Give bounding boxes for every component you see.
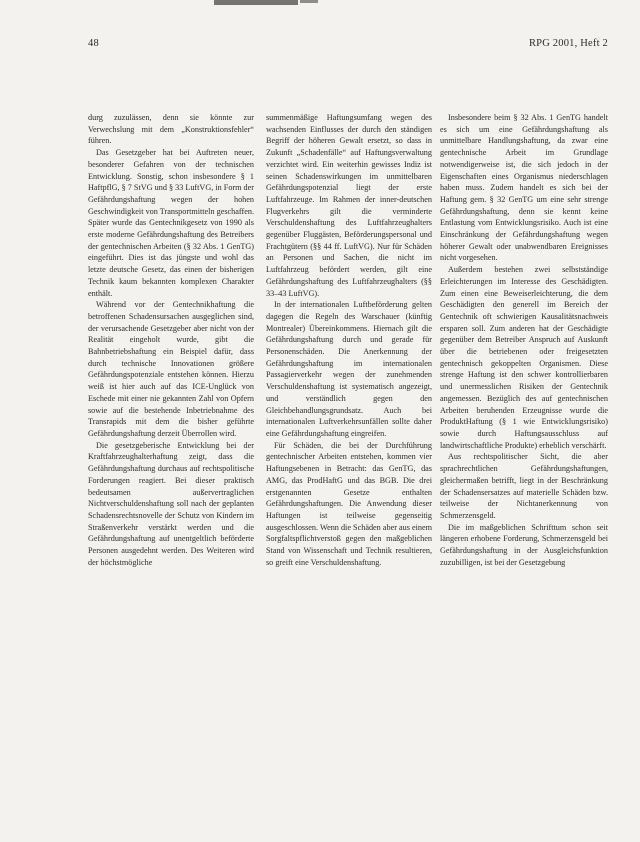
scan-artifact-top — [214, 0, 298, 5]
journal-reference: RPG 2001, Heft 2 — [528, 38, 608, 49]
paragraph: Das Gesetzgeber hat bei Auftreten neuer, besonderer Gefahren von der technischen Entwicklung. Sonstig, schon insbesondere § 1 HaftpflG, § 7 StVG und § 33 LuftVG, in Form der Gefährdungshaftung wegen der hohen Geschwindigkeit von Transportmitteln geschaffen. Später wurde das Gentechnikgesetz von 1990 als erste moderne Gefährdungshaftung des Betreibers der gentechnischen Arbeiten (§ 32 Abs. 1 GenTG) eingeführt. Dies ist das jüngste und wohl das letzte deutsche Gesetz, das einen der bisherigen Technik kaum bekannten komplexen Charakter enthält. — [88, 148, 255, 298]
text-column-1 — [88, 112, 254, 568]
paragraph: Die im maßgeblichen Schrifttum schon seit längeren erhobene Forderung, Schmerzensgeld bei Gefährdungshaftung in der Ausgleichsfunktion zuzubilligen, ist bei der Gesetzgebung — [440, 522, 608, 567]
paragraph: In der internationalen Luftbeförderung gelten dagegen die Regeln des Warschauer (künftig Montrealer) Übereinkommens. Hiernach gilt die Gefährdungshaftung durch und gerade für Personenschäden. Die Anerkennung der Gefährdungshaftung im internationalen Passagierverkehr wegen der zunehmenden Verschuldenshaftung ist systematisch angezeigt, und verständlich gegen den Gleichbehandlungsgrundsatz. Auch bei internationalen Luftverkehrsunfällen sollte daher eine Gefährdungshaftung eingreifen. — [266, 300, 432, 438]
text-column-2 — [266, 112, 432, 568]
paragraph: Insbesondere beim § 32 Abs. 1 GenTG handelt es sich um eine Gefährdungshaftung als unmittelbare Handlungshaftung, da zwar eine gentechnische Arbeit im Grundlage notwendigerweise ist, die sich jedoch in der Eigenschaften eines Organismus niederschlagen haben muss. Zudem handelt es sich bei der Haftung gem. § 32 GenTG um eine sehr strenge Gefährdungshaftung, denn sie kennt keine Entlastung vom Entwicklungsrisiko. Auch ist eine Einschränkung der Gefährdungshaftung wegen höherer Gewalt oder unabwendbaren Ereignisses nicht vorgesehen. — [440, 113, 608, 263]
paragraph: Die gesetzgeberische Entwicklung bei der Kraftfahrzeughalterhaftung zeigt, dass die Gefährdungshaftung durchaus auf rechtspolitische Forderungen reagiert. Bei dieser praktisch bedeutsamen außervertraglichen Nichtverschuldenshaftung soll nach der geplanten Schadensrechtsnovelle der Schutz von Kindern im Straßenverkehr verstärkt werden und die Gefährdungshaftung auf unentgeltlich beförderte Personen ausgedehnt werden. Des Weiteren wird der höchstmögliche — [88, 440, 254, 567]
paragraph: durg zuzulässen, denn sie könnte zur Verwechslung mit dem „Konstruktionsfehler“ führen. — [88, 113, 254, 146]
paragraph: Außerdem bestehen zwei selbstständige Erleichterungen im Interesse des Geschädigten. Zum einen eine Beweiserleichterung, die dem Geschädigten den generell im Bereich der Gentechnik oft schwierigen Kausalitätsnachweis ersparen soll. Zum anderen hat der Geschädigte gegenüber dem Betreiber Anspruch auf Auskunft über die betriebenen oder freigesetzten gentechnisch gekoppelten Organismen. Diese strenge Haftung ist den schwer kontrollierbaren und unermesslichen Risiken der Gentechnik angemessen. Bezüglich des auf gentechnischen Arbeiten beruhenden Erzeugnisse wurde die ProduktHaftung (§ 1 wie Entwicklungsrisiko) sowie durch Haftungsausschluss auf landwirtschaftliche Produkte) erheblich verschärft. — [440, 265, 608, 450]
paragraph: Für Schäden, die bei der Durchführung gentechnischer Arbeiten entstehen, kommen vier Haftungsebenen in Betracht: das GenTG, das AMG, das ProdHaftG und das BGB. Die drei erstgenannten Gesetze enthalten Gefährdungshaftungen. Die Anwendung dieser Haftungen ist teilweise gegenseitig ausgeschlossen. Wenn die Schäden aber aus einem Sorgfaltspflichtverstoß gegen den maßgeblichen Stand von Wissenschaft und Technik resultieren, so greift eine Verschuldenshaftung. — [266, 440, 432, 567]
text-column-3 — [440, 112, 608, 568]
paragraph: summenmäßige Haftungsumfang wegen des wachsenden Einflusses der durch den ständigen Begriff der höheren Gewalt ersetzt, so dass in Zukunft „Schadenfälle“ auf Haftungsverwaltung verzichtet wird. Ein weiterhin gewisses Indiz ist seinen Schadenswirkungen im unmittelbaren Gefährdungspotenzial liegt der erste Luftfahrzeuge. Im Rahmen der inner-deutschen Flugverkehrs gilt die verminderte Verschuldenshaftung des Luftfahrzeughalters gegenüber Fluggästen, Beförderungspersonal und Frachtgütern (§§ 44 ff. LuftVG). Nur für Schäden an Personen und Sachen, die nicht im Luftfahrzeug befördert werden, gilt eine Gefährdungshaftung des Luftfahrzeughalters (§§ 33–43 LuftVG). — [266, 113, 432, 298]
article-body — [88, 112, 608, 712]
paragraph: Während vor der Gentechnikhaftung die betroffenen Schadensursachen ausgeglichen sind, der verursachende Gesetzgeber aber nicht von der Realität eingeholt wurde, gibt die Bahnbetriebshaftung ein Beispiel dafür, dass durch technische Innovationen größere Gefährdungspotenziale entstehen können. Hierzu weiß ist hier auch auf das ICE-Unglück von Eschede mit einer nie gekannten Zahl von Opfern sowie auf die bestehende Inbetriebnahme des Transrapids mit dem die bisher geführte Gefährdungshaftung derzeit Überrollen wird. — [88, 300, 254, 438]
scan-artifact-top-small — [300, 0, 318, 3]
paragraph: Aus rechtspolitischer Sicht, die aber sprachrechtlichen Gefährdungshaftungen, gleichermaßen betrifft, liegt in der Beschränkung der Schadensersatzes auf materielle Schäden bzw. teilweise der Nichtanerkennung von Schmerzensgeld. — [440, 452, 608, 520]
page-number: 48 — [88, 38, 99, 49]
